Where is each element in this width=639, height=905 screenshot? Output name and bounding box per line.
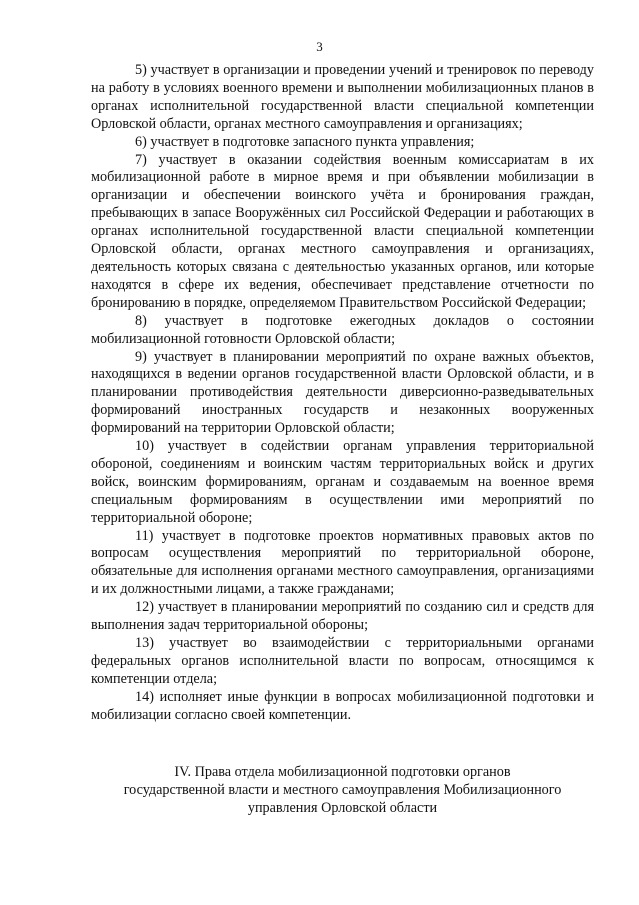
paragraph-item-14: 14) исполняет иные функции в вопросах мобилизационной подготовки и мобилизации согласно своей компетенции. <box>91 688 594 723</box>
paragraph-item-8: 8) участвует в подготовке ежегодных докладов о состоянии мобилизационной готовности Орловской области; <box>91 312 594 347</box>
section-heading-line-1: IV. Права отдела мобилизационной подготовки органов <box>174 764 511 780</box>
paragraph-item-13: 13) участвует во взаимодействии с территориальными органами федеральных органов исполнительной власти по вопросам, относящимся к компетенции отдела; <box>91 635 594 687</box>
paragraph-item-12: 12) участвует в планировании мероприятий по созданию сил и средств для выполнения задач территориальной обороны; <box>91 599 594 634</box>
paragraph-item-10: 10) участвует в содействии органам управления территориальной обороной, соединениям и воинским частям территориальных войск и других войск, воинским формированиям, органам и создаваемым на военное время специальным формированиям в осуществлении ими мероприятий по территориальной обороне; <box>91 438 594 526</box>
body-text <box>91 62 594 725</box>
paragraph-item-9: 9) участвует в планировании мероприятий по охране важных объектов, находящихся в ведении органов государственной власти Орловской области, и в планировании противодействия деятельности диверсионно-разведывательных формирований иностранных государств и незаконных вооруженных формирований на территории Орловской области; <box>91 348 594 437</box>
paragraph-item-6: 6) участвует в подготовке запасного пункта управления; <box>135 133 475 150</box>
section-heading <box>91 764 594 818</box>
paragraph-item-7: 7) участвует в оказании содействия военным комиссариатам в их мобилизационной работе в мирное время и при объявлении мобилизации в организации и обеспечении воинского учёта и бронирования граждан, пребывающих в запасе Вооружённых сил Российской Федерации и работающих в органах исполнительной государственной власти специальной компетенции Орловской области, органах местного самоуправления и организациях, деятельность которых связана с деятельностью указанных органов, или которые находятся в сфере их ведения, обеспечивает представление отчетности по бронированию в порядке, определяемом Правительством Российской Федерации; <box>91 151 594 311</box>
section-heading-line-2: государственной власти и местного самоуправления Мобилизационного <box>123 781 562 798</box>
page-number: 3 <box>316 39 323 54</box>
paragraph-item-11: 11) участвует в подготовке проектов нормативных правовых актов по вопросам осуществления мероприятий по территориальной обороне, обязательные для исполнения органами местного самоуправления, организациями и их должностными лицами, а также гражданами; <box>91 527 594 598</box>
paragraph-item-5: 5) участвует в организации и проведении учений и тренировок по переводу на работу в условиях военного времени и выполнении мобилизационных планов в органах исполнительной государственной власти специальной компетенции Орловской области, органах местного самоуправления и организациях; <box>91 62 594 132</box>
section-heading-line-3: управления Орловской области <box>247 799 438 816</box>
